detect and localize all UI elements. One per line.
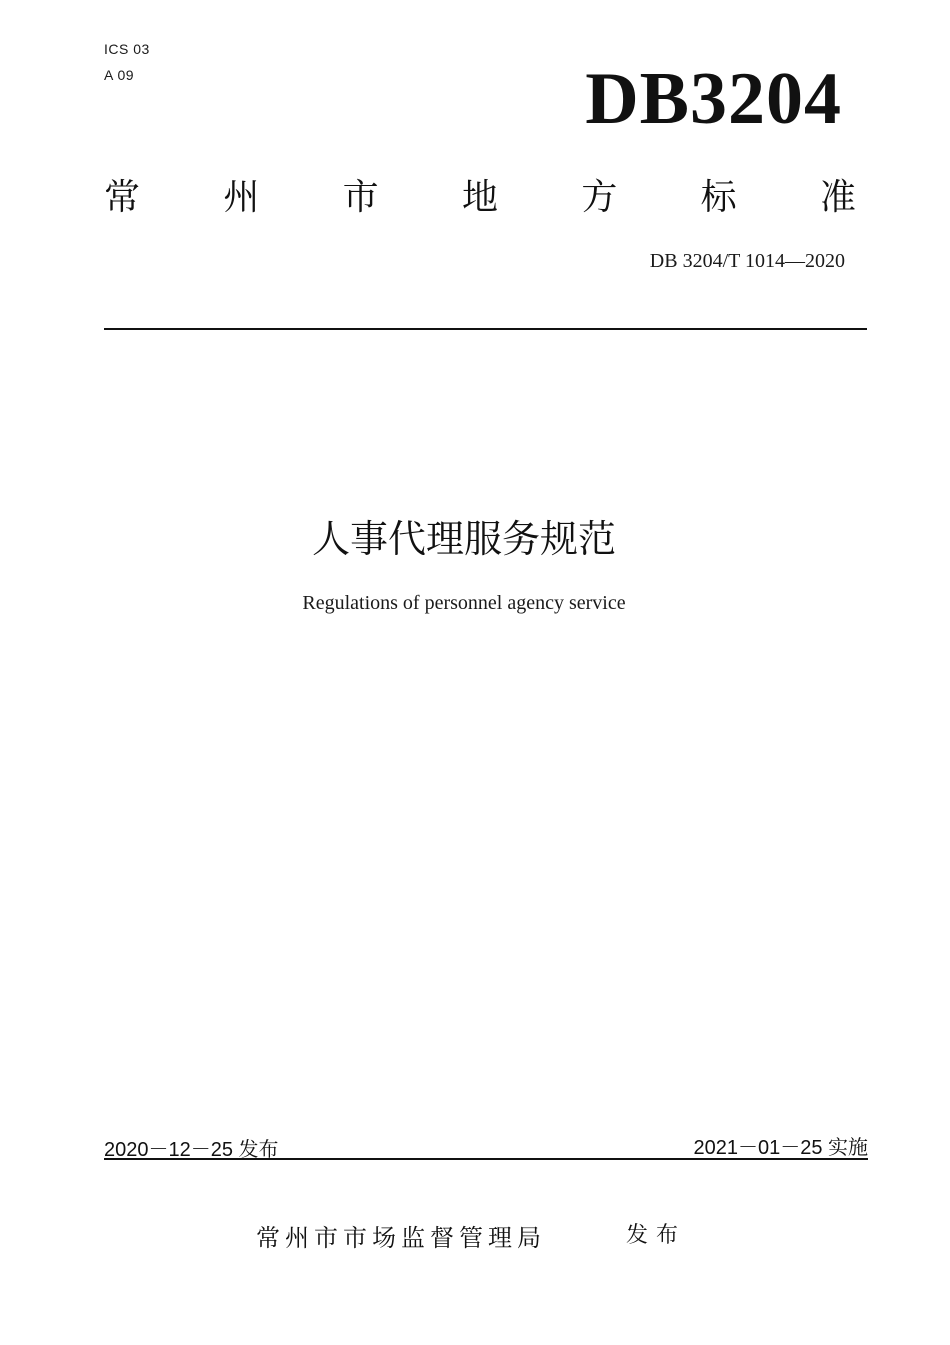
publish-label: 发布 <box>626 1223 687 1248</box>
standard-type-char: 准 <box>819 177 856 218</box>
standard-type-char: 标 <box>700 177 737 218</box>
standard-type-heading <box>104 176 856 219</box>
ics-code: ICS 03 <box>104 41 150 57</box>
standard-type-char: 常 <box>104 177 141 218</box>
ccs-code: A 09 <box>104 67 135 83</box>
standard-number: DB 3204/T 1014—2020 <box>649 250 845 272</box>
standard-type-char: 州 <box>223 177 260 218</box>
document-title-english: Regulations of personnel agency service <box>302 592 626 614</box>
footer-divider <box>104 1158 868 1160</box>
standard-type-char: 方 <box>581 177 618 218</box>
issue-date: 2020－12－25 发布 <box>104 1139 279 1161</box>
implementation-date: 2021－01－25 实施 <box>693 1137 868 1159</box>
standard-type-char: 市 <box>342 177 379 218</box>
standard-type-char: 地 <box>461 177 498 218</box>
publisher-name: 常州市市场监督管理局 <box>256 1224 546 1252</box>
standard-code-logo: DB3204 <box>585 58 842 140</box>
document-title: 人事代理服务规范 <box>311 517 616 561</box>
header-divider <box>104 328 867 330</box>
